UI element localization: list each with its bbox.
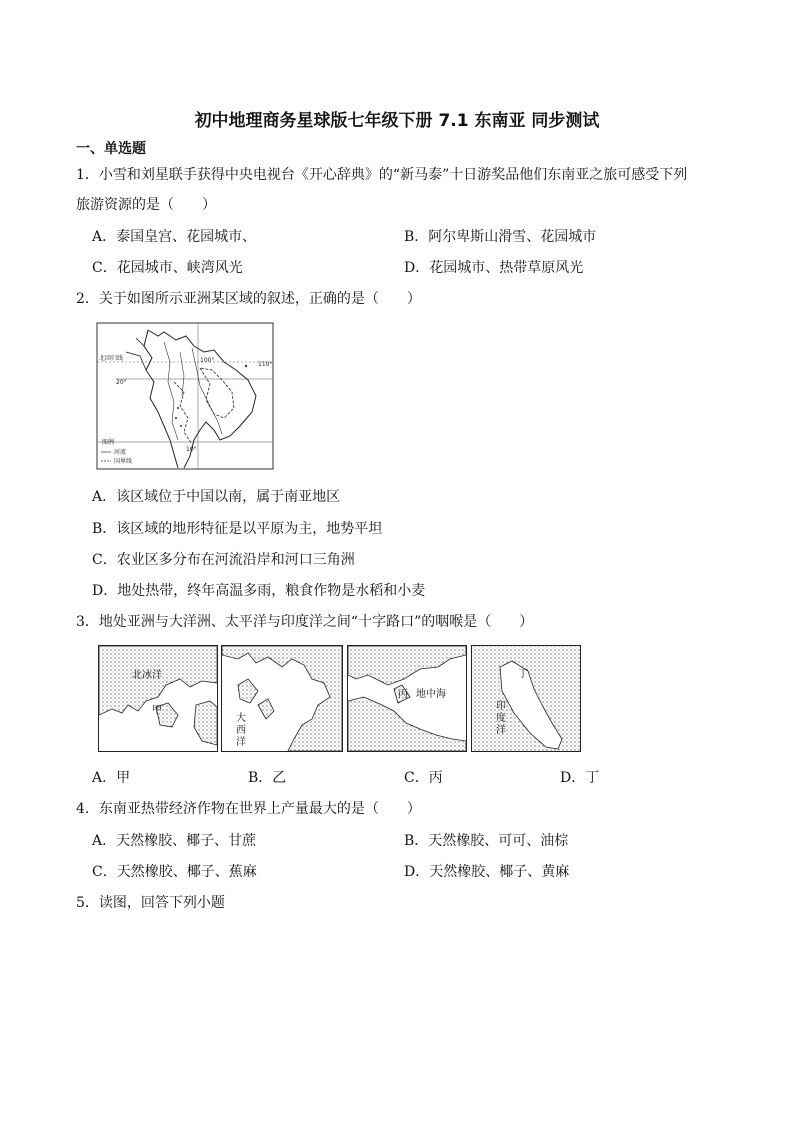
question-1-option-a: A．泰国皇宫、花园城市、 <box>92 229 257 245</box>
question-2-option-c: C．农业区多分布在河流沿岸和河口三角洲 <box>92 552 355 568</box>
question-3-option-b: B．乙 <box>248 770 287 786</box>
question-2-option-d: D．地处热带，终年高温多雨，粮食作物是水稻和小麦 <box>92 583 426 599</box>
question-2-option-b: B．该区域的地形特征是以平原为主，地势平坦 <box>92 521 383 537</box>
question-1-stem-line-2: 旅游资源的是（ ） <box>76 197 216 213</box>
tropic-label: 北回归线 <box>99 355 124 362</box>
southeast-asia-map <box>96 322 274 470</box>
question-4-stem: 4．东南亚热带经济作物在世界上产量最大的是（ ） <box>76 801 421 817</box>
strait-mark-bing: 丙 <box>398 689 408 700</box>
question-3-option-c: C．丙 <box>404 770 443 786</box>
indian-ocean-label-3: 洋 <box>496 725 506 736</box>
question-4-option-a: A．天然橡胶、椰子、甘蔗 <box>92 833 257 849</box>
question-1-option-d: D．花园城市、热带草原风光 <box>404 260 584 276</box>
indian-ocean-label-2: 度 <box>496 713 506 724</box>
question-4-option-d: D．天然橡胶、椰子、黄麻 <box>404 864 570 880</box>
strait-maps-figure <box>98 645 582 752</box>
longitude-110-label: 110° <box>258 361 273 368</box>
arctic-ocean-label: 北冰洋 <box>132 670 162 681</box>
legend-river-label: 河流 <box>114 449 127 456</box>
strait-panel-bing <box>348 646 467 752</box>
latitude-20-label: 20° <box>116 379 127 386</box>
strait-panel-yi <box>222 646 343 752</box>
indian-ocean-label-1: 印 <box>496 701 506 712</box>
question-5-stem: 5．读图，回答下列小题 <box>76 895 225 911</box>
question-2-stem: 2．关于如图所示亚洲某区域的叙述，正确的是（ ） <box>76 291 421 307</box>
longitude-100-label: 100° <box>200 357 215 364</box>
question-4-option-c: C．天然橡胶、椰子、蕉麻 <box>92 864 257 880</box>
legend-title: 图例 <box>102 439 115 446</box>
strait-panel-jia <box>99 646 218 752</box>
question-3-option-a: A．甲 <box>92 770 131 786</box>
legend-border-label: 国界线 <box>114 458 133 465</box>
latitude-10-label: 10° <box>186 446 197 453</box>
mediterranean-label: 地中海 <box>416 689 446 700</box>
strait-mark-jia: 甲 <box>152 705 162 716</box>
question-2-option-a: A．该区域位于中国以南，属于南亚地区 <box>92 489 341 505</box>
question-3-option-d: D．丁 <box>560 770 600 786</box>
question-1-stem-line-1: 1．小雪和刘星联手获得中央电视台《开心辞典》的“新马泰”十日游奖品他们东南亚之旅可感受下列 <box>76 167 688 183</box>
question-1-option-b: B．阿尔卑斯山滑雪、花园城市 <box>404 229 597 245</box>
strait-mark-ding: 丁 <box>518 669 528 680</box>
atlantic-label-2: 西 <box>236 725 246 736</box>
strait-panel-ding <box>472 646 581 752</box>
page-title: 初中地理商务星球版七年级下册 7.1 东南亚 同步测试 <box>194 111 600 131</box>
question-4-option-b: B．天然橡胶、可可、油棕 <box>404 833 569 849</box>
section-heading: 一、单选题 <box>76 141 146 157</box>
question-3-stem: 3．地处亚洲与大洋洲、太平洋与印度洋之间“十字路口”的咽喉是（ ） <box>76 614 534 630</box>
question-1-option-c: C．花园城市、峡湾风光 <box>92 260 243 276</box>
atlantic-label-3: 洋 <box>236 737 246 748</box>
atlantic-label-1: 大 <box>236 713 246 724</box>
